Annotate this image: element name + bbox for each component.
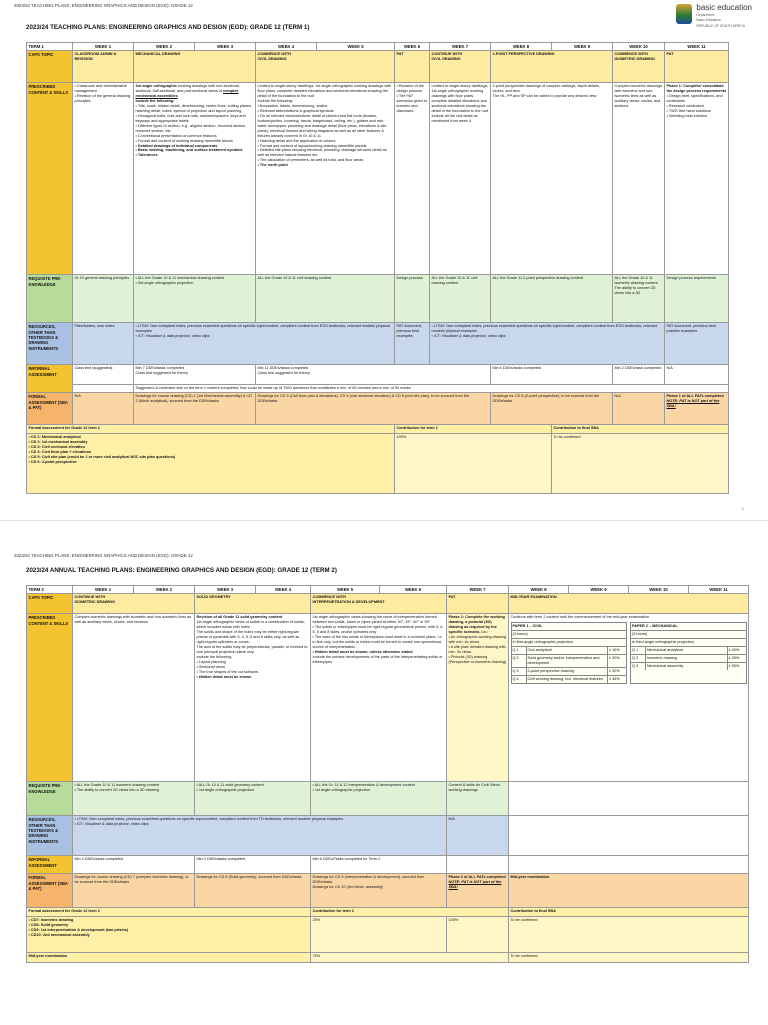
t2-req-w5-item: • 1st angle orthographic projection xyxy=(312,788,370,793)
res-w2-ltsm: • LTSM: Own compliant notes, previous exam/test questions on specific topic/content, compliant content from EGD textbooks, relevant models/ physical examples xyxy=(135,324,391,334)
t2-content-w7-item: • Pictorial (3D) drawing (Perspective or Isometric drawing) xyxy=(448,654,507,664)
t2-th-week-11: WEEK 11 xyxy=(689,586,749,594)
content-w7-item: Include all the civil detail as mentioned from week 4 xyxy=(431,113,478,123)
inf-w1: Class test (suggested): xyxy=(73,365,134,385)
term1-form-row xyxy=(27,393,729,425)
t2-req-w8 xyxy=(509,782,749,816)
th-week-2: WEEK 2 xyxy=(134,43,195,51)
caps-w11: PAT xyxy=(665,51,729,83)
caps-w4-a: COMMENCE WITH xyxy=(257,52,291,57)
form-w11-b: NOTE: PAT is NOT part of the SBA! xyxy=(666,399,720,409)
req-w2-item: • 3rd angle orthographic projection xyxy=(135,281,194,286)
content-w11 xyxy=(665,83,729,275)
t2-caps-w5-a: COMMENCE WITH xyxy=(312,595,346,600)
term1-fa-row xyxy=(27,425,729,434)
t2-th-week-5: WEEK 5 xyxy=(311,586,380,594)
term1-header-row xyxy=(27,43,729,51)
req-label: REQUISITE PRE-KNOWLEDGE xyxy=(27,275,73,323)
form-w1: N/A xyxy=(73,393,134,425)
paper1-box xyxy=(511,622,628,683)
t2-req-w3 xyxy=(195,782,311,816)
paper1-topic: Civil analytical xyxy=(527,647,609,654)
logo xyxy=(676,4,752,28)
inf-note: Suggested: A controlled test on the term 1 content completed, that could be made up of TWO questions that constitutes a min. of 60 minutes and a min. of 50 marks xyxy=(134,385,729,393)
paper1-row xyxy=(512,655,627,668)
th-week-10: WEEK 10 xyxy=(613,43,665,51)
req-w2-item: • ALL the Grade 10 & 11 mechanical drawing content xyxy=(135,276,225,281)
req-w11: Design process requirements xyxy=(665,275,729,323)
t2-caps-w8: MID-YEAR EXAMINATION xyxy=(509,594,749,614)
th-week-9: WEEK 9 xyxy=(552,43,613,51)
t2-cd-contrib: 25% xyxy=(311,917,447,953)
caps-w2: MECHANICAL DRAWING xyxy=(134,51,256,83)
content-w7 xyxy=(430,83,491,275)
t2-fa-h3: Contribution to final SBA xyxy=(509,908,749,917)
res-w2 xyxy=(134,323,395,365)
inf-w4-b: Class test suggested for theory xyxy=(257,371,310,376)
logo-line1: Department: xyxy=(696,13,716,17)
paper2-weight: ± 20% xyxy=(728,648,740,653)
t2-form-w3: Drawings for CD 8 (Solid geometry), sourced from DDEs/tasks xyxy=(195,874,311,908)
paper2-topic: Mechanical assembly xyxy=(646,663,728,670)
term2-inf-row xyxy=(27,856,749,874)
req-w2 xyxy=(134,275,256,323)
logo-brand: basic education xyxy=(696,3,752,12)
t2-th-week-10: WEEK 10 xyxy=(629,586,689,594)
content-w6-item: • The PAT scenarios given to learners and discussed xyxy=(396,94,428,114)
th-week-4: WEEK 4 xyxy=(256,43,317,51)
page-number: 1 xyxy=(741,506,744,511)
t2-content-w7-item: • A site plan/ detailed drawing with min. 3x views xyxy=(448,644,506,654)
t2-content-w3-item: • Sectional views xyxy=(196,664,226,669)
content-w4-item: • On all relevant views/sections: detail of pitched and flat roofs (trusses, buttons/purlins, covering, fascia, bargeboard, ceiling, etc.), gutters and rain-water downpipes, plumbing and drainage detail (floor plans, elevations & site plans), electrical fixtures and wiring diagrams as well as all other features & fixtures already covered in Gr 10 & 11 xyxy=(257,113,387,138)
t2-cd-item: • CD8: Solid geometry xyxy=(28,923,69,928)
t2-res-label: RESOURCES, OTHER THAN TEXTBOOKS & DRAWING INSTRUMENTS xyxy=(27,816,73,856)
content-w1 xyxy=(73,83,134,275)
paper1-q: Q 3 xyxy=(512,668,527,675)
t2-form-w5-a: Drawings for CD 9 (Interpenetration & development), sourced from DDEs/tasks xyxy=(312,875,425,885)
form-w10: N/A xyxy=(613,393,665,425)
paper2-q: Q 3 xyxy=(631,663,646,670)
content-w6-item: • Revision of the design process xyxy=(396,84,424,94)
logo-line2: Basic Education xyxy=(696,18,721,23)
cd-list xyxy=(27,434,395,494)
t2-inf-w7 xyxy=(447,856,509,874)
content-w4 xyxy=(256,83,395,275)
req-w4: ALL the Grade 10 & 11 civil drawing content xyxy=(256,275,395,323)
content-w11-item: • Selecting best solution xyxy=(666,113,707,118)
coat-of-arms-icon xyxy=(676,4,692,24)
caps-w10: COMMENCE WITH ISOMETRIC DRAWING xyxy=(613,51,665,83)
t2-req-w5 xyxy=(311,782,447,816)
t2-mid-contrib: 75% xyxy=(311,953,509,963)
t2-content-w7-item: • An orthographic working drawing with min. 4x views xyxy=(448,635,506,645)
term2-page xyxy=(0,545,768,1025)
cd-contrib: 100% xyxy=(395,434,552,494)
form-w2: Drawings for course drawing (CD) 1 (1st Mechanical assembly) & CD 2 (Mech analytical), sourced from the DDEs/tasks xyxy=(134,393,256,425)
paper1-topic: 2-point perspective drawing xyxy=(527,668,609,675)
inf-w2 xyxy=(134,365,256,385)
form-w4: Drawings for CD 3 (Civil floor plan & elevations), CD 4 (civil sectional elevation) & CD 5 (civil site plan), to be sourced from the DDEs/tasks xyxy=(256,393,491,425)
t2-th-week-6: WEEK 6 xyxy=(380,586,447,594)
req-w1: Gr 10 general drawing principles xyxy=(73,275,134,323)
content-w4-item: • The north point xyxy=(257,163,288,168)
paper2-title: PAPER 2 – MECHANICAL xyxy=(631,623,746,631)
inf-w10: Min 2 DDEs/task completed xyxy=(613,365,665,385)
inf-w2-a: Min 7 DDEs/tasks completed xyxy=(135,366,185,371)
term2-req-row xyxy=(27,782,749,816)
t2-caps-w5 xyxy=(311,594,447,614)
paper2-projection: In third-angle orthographic projection xyxy=(631,639,746,647)
t2-form-w7-b: NOTE: PAT is NOT part of the SBA! xyxy=(448,880,502,890)
t2-res-w1 xyxy=(73,816,447,856)
content-w10: Complex isometric drawings with isometric and non-isometric lines as well as auxiliary views, circles, and sections xyxy=(613,83,665,275)
t2-form-w5 xyxy=(311,874,447,908)
paper1-row xyxy=(512,647,627,655)
t2-inf-w8 xyxy=(509,856,749,874)
res-label: RESOURCES, OTHER THAN TEXTBOOKS & DRAWING INSTRUMENTS xyxy=(27,323,73,365)
term2-caps-row xyxy=(27,594,749,614)
caps-topic-label: CAPS TOPIC xyxy=(27,51,73,83)
t2-content-w8 xyxy=(509,614,749,782)
t2-th-term: TERM 2 xyxy=(27,586,73,594)
content-w8 xyxy=(491,83,613,275)
cd-item: • CD 4: Civil floor plan + elevations xyxy=(28,450,92,455)
paper1-projection: In first-angle orthographic projection xyxy=(512,639,627,647)
content-w4-item: • The calculation of perimeters, as well as total- and floor areas xyxy=(257,158,364,163)
paper1-q: Q 2 xyxy=(512,655,527,667)
t2-req-w1-item: • The ability to convert 2D views into a 3D drawing xyxy=(74,788,159,793)
paper2-topic: Mechanical analytical xyxy=(646,647,728,654)
t2-inf-label: INFORMAL ASSESSMENT xyxy=(27,856,73,874)
t2-form-w7-a: Phase 2 of ALL PATs completed xyxy=(448,875,506,880)
t2-content-w7-item: Phase 2: Complete the working drawing, a pictorial (3D) drawing as required by the specific scenario, i.e.: xyxy=(448,615,505,635)
content-w11-item: • TWO free hand solutions xyxy=(666,109,711,114)
cd-final: To be confirmed xyxy=(552,434,729,494)
cd-item: • CD 5: Civil site plan (could be 2 or more civil analytical NSC site plan questions) xyxy=(28,455,176,460)
paper2-row xyxy=(631,647,746,655)
t2-form-w7 xyxy=(447,874,509,908)
t2-th-week-9: WEEK 9 xyxy=(569,586,629,594)
inf-w4 xyxy=(256,365,491,385)
content-w2-intro-b: working drawings with non-sectional, sectional, half-sectional, and part-sectional views of xyxy=(135,84,240,94)
content-w2-bold-item: • Tolerances xyxy=(135,153,158,158)
content-w11-item: • Design brief, specifications, and constraints xyxy=(666,94,723,104)
t2-content-w3-item: Include the following: xyxy=(196,654,232,659)
t2-cd-list xyxy=(27,917,311,953)
inf-w11: N/A xyxy=(665,365,729,385)
res-w2-ict: • ICT: Visualiser & data projector, video clips xyxy=(135,334,210,339)
t2-form-w5-b: Drawings for CD 10 (3rd Mech. assembly) xyxy=(312,885,384,890)
t2-content-w3-head: Revision of all Grade 11 solid geometry content xyxy=(196,615,283,620)
t2-cd-item: • CD10: 2nd mechanical assembly xyxy=(28,933,90,938)
paper1-q: Q 1 xyxy=(512,647,527,654)
t2-req-w3-item: • 1st angle orthographic projection xyxy=(196,788,254,793)
t2-req-w1 xyxy=(73,782,195,816)
term2-header-row xyxy=(27,586,749,594)
th-week-1: WEEK 1 xyxy=(73,43,134,51)
content-w11-head: Phase 1: Complete/ consolidate the design process requirements xyxy=(666,84,727,94)
t2-caps-w1-a: CONTINUE WITH xyxy=(74,595,106,600)
t2-content-w3-item: • Hidden detail must be shown xyxy=(196,674,252,679)
t2-th-week-8: WEEK 8 xyxy=(509,586,569,594)
res-w7 xyxy=(430,323,665,365)
t2-req-w7: Content & skills for Civil/ Mech. working drawings xyxy=(447,782,509,816)
t2-req-w3-item: • ALL Gr 10 & 11 solid geometry content xyxy=(196,783,264,788)
logo-line3: REPUBLIC OF SOUTH AFRICA xyxy=(696,23,746,28)
t2-cd-final: To be confirmed xyxy=(509,917,749,953)
th-term: TERM 1 xyxy=(27,43,73,51)
doc-header-2: 2023/24 TEACHING PLANS: ENGINEERING GRAPHICS AND DESIGN (EGD): GRADE 12 xyxy=(14,553,193,558)
t2-cd-item: • CD7: Isometric drawing xyxy=(28,918,74,923)
res-w1: Files/folders, own notes xyxy=(73,323,134,365)
paper2-q: Q 1 xyxy=(631,647,646,654)
t2-content-w5-item: • Hidden detail must be shown, unless otherwise stated xyxy=(312,649,413,654)
th-week-6: WEEK 6 xyxy=(395,43,430,51)
req-w7: ALL the Grade 10 & 11 civil drawing content xyxy=(430,275,491,323)
paper2-row xyxy=(631,663,746,670)
caps-w7-b: CIVIL DRAWING xyxy=(431,57,461,62)
t2-caps-w5-b: INTERPENETRATION & DEVELOPMENT xyxy=(312,600,385,605)
res-w7-ltsm: • LTSM: Own compliant notes, previous exam/test questions on specific topic/content, compliant content from EGD textbooks, relevant models/ physical examples xyxy=(431,324,657,334)
content-label: PRESCRIBED CONTENT & SKILLS xyxy=(27,83,73,275)
term2-mid-row xyxy=(27,953,749,963)
res-w7-ict: • ICT: Visualiser & data projector, video clips xyxy=(431,334,506,339)
t2-cd-item: • CD9: 1st interpenetration & development (two prisms) xyxy=(28,928,129,933)
caps-w7 xyxy=(430,51,491,83)
term1-req-row xyxy=(27,275,729,323)
content-w2-item: • Title, scale, hidden detail, dimensioning, centre lines, cutting planes, hatching detail, notes, symbol of projection and layout planning xyxy=(135,104,253,114)
t2-content-w5-item: Include the surface developments of the parts of the interpenetrating solids or tubes/pipes xyxy=(312,654,443,664)
content-w4-item: • Detailed site plans showing electrical, plumbing, drainage services detail as well as relevant natural features etc. xyxy=(257,148,387,158)
t2-req-w1-item: • ALL the Grade 10 & 11 isometric drawing content xyxy=(74,783,160,788)
t2-th-week-1: WEEK 1 xyxy=(73,586,134,594)
term2-form-row xyxy=(27,874,749,908)
t2-inf-w1: Min 4 DDEs/tasks completed xyxy=(73,856,195,874)
paper1-weight: ± 45% xyxy=(609,676,620,681)
term1-table xyxy=(26,42,729,494)
inf-w8: Min 6 DDEs/tasks completed xyxy=(491,365,613,385)
content-w2-intro xyxy=(136,84,254,99)
t2-fa-h2: Contribution for term 2 xyxy=(311,908,509,917)
paper2-topic: Isometric drawing xyxy=(646,655,728,662)
t2-res-w1-ltsm: • LTSM: Own compliant notes, previous exam/test questions on specific topic/content, compliant content from TD textbooks, relevant models/ physical examples xyxy=(74,817,344,822)
content-w2 xyxy=(134,83,256,275)
paper2-box xyxy=(630,622,747,683)
cd-item: • CD 3: Civil sectional elevation xyxy=(28,445,85,450)
paper1-weight: ± 15% xyxy=(609,648,620,653)
form-w11 xyxy=(665,393,729,425)
t2-inf-w5: Min 6 DDEs/Tasks completed for Term 2 xyxy=(311,856,447,874)
caps-w4 xyxy=(256,51,395,83)
content-w4-intro: Limited to single-storey dwellings, 1st angle orthographic working drawings with floor plans, complete detailed elevations and sectional elevations showing the detail of the foundation to the roof xyxy=(257,84,392,99)
paper1-weight: ± 20% xyxy=(609,656,620,661)
content-w2-item: • Hexagonal bolts, nuts and lock nuts, washers/spacers, keys and keyways and appropriate labels xyxy=(135,113,246,123)
t2-res-w1-ict: • ICT: Visualiser & data projector, video clips xyxy=(74,822,149,827)
th-week-3: WEEK 3 xyxy=(195,43,256,51)
t2-content-w1: Complex isometric drawings with isometric and non-isometric lines as well as auxiliary views, circles, and sections xyxy=(73,614,195,782)
term1-content-row xyxy=(27,83,729,275)
term1-cd-row xyxy=(27,434,729,494)
t2-content-w5-item: • The solids or tubes/pipes must be right-regular geometrical prisms, with 3, 4, 5, 6 and 8 sides, and/or cylinders only xyxy=(312,625,444,635)
content-w11-item: • Research conducted xyxy=(666,104,704,109)
paper1-topic: Civil working drawing, incl. electrical features xyxy=(527,676,609,683)
term2-fa-row xyxy=(27,908,749,917)
paper1-title: PAPER 1 – CIVIL xyxy=(512,623,627,631)
paper1-weight: ± 20% xyxy=(609,668,620,673)
paper1-topic: Solid geometry and/or interpenetration and development xyxy=(527,655,609,667)
paper2-weight: ± 55% xyxy=(728,663,740,668)
content-w2-bold-item: • Detailed drawings of individual components xyxy=(135,143,218,148)
caps-w1: CLASSROOM ADMIN & REVISION xyxy=(73,51,134,83)
t2-content-w5 xyxy=(311,614,447,782)
form-w8: Drawings for CD 6 (2-point perspective), to be sourced from the DDEs/tasks xyxy=(491,393,613,425)
t2-content-w3-item: • Layout planning xyxy=(196,659,226,664)
t2-caps-w1 xyxy=(73,594,195,614)
paper2-row xyxy=(631,655,746,663)
th-week-5: WEEK 5 xyxy=(317,43,395,51)
t2-content-w8-intro: Continue with term 2 content until the commencement of the mid-year examination xyxy=(510,615,650,620)
req-w8: ALL the Grade 11 2-point perspective drawing content xyxy=(491,275,613,323)
content-w2-include: Include the following: xyxy=(135,99,175,104)
t2-fa-h1: Formal assessment for Grade 12 term 2 xyxy=(27,908,311,917)
res-w6: PAT document, previous best examples xyxy=(395,323,430,365)
term1-inf-note-row xyxy=(27,385,729,393)
caps-w8: 2-POINT PERSPECTIVE DRAWING xyxy=(491,51,613,83)
term1-caps-row xyxy=(27,51,729,83)
inf-w2-b: Class test suggested for theory xyxy=(135,371,188,376)
t2-content-w3-item: 1st angle orthographic views of solids or a combination of solids, which includes solids with holes xyxy=(196,620,305,630)
t2-content-label: PRESCRIBED CONTENT & SKILLS xyxy=(27,614,73,782)
inf-label: INFORMAL ASSESSMENT xyxy=(27,365,73,393)
term2-res-row xyxy=(27,816,749,856)
t2-req-w5-item: • ALL the Gr. 11 & 12 interpenetration & development content xyxy=(312,783,415,788)
t2-th-week-2: WEEK 2 xyxy=(134,586,195,594)
t2-mid-final: To be confirmed xyxy=(509,953,749,963)
cd-item: • CD 1: Mechanical analytical xyxy=(28,435,81,440)
exam-paper-grid xyxy=(511,622,747,683)
content-w4-include: Include the following: xyxy=(257,99,293,104)
term1-res-row xyxy=(27,323,729,365)
paper2-hours: (3 hours) xyxy=(631,631,746,639)
fa-h2: Contribution for term 1 xyxy=(395,425,552,434)
t2-res-w7: N/A xyxy=(447,816,509,856)
term1-inf-row xyxy=(27,365,729,385)
th-week-8: WEEK 8 xyxy=(491,43,552,51)
page-gap xyxy=(0,520,768,545)
caps-w6: PAT xyxy=(395,51,430,83)
t2-caps-w3: SOLID GEOMETRY xyxy=(195,594,311,614)
content-w2-item: • Format and content of working drawing name/title blocks xyxy=(135,138,233,143)
t2-content-w5-item: • The axes of the two solids or tubes/pipes must meet in a common plane, i.e. in-line only, but the solids or tubes could be turned to create non symmetrical curves of interpenetration xyxy=(312,635,443,649)
content-w4-item: • Annotation, labels, dimensioning, scales xyxy=(257,104,328,109)
t2-content-w3 xyxy=(195,614,311,782)
content-w1-item: • Revision of the general drawing principles xyxy=(74,94,131,104)
content-w7-item: Limited to single-storey dwellings, 1st angle orthographic working drawings with floor plans, complete detailed elevations and sectional elevations showing the detail of the foundation to the roof xyxy=(431,84,489,114)
paper1-hours: (3 hours) xyxy=(512,631,627,639)
t2-inf-w3: Min 4 DDEs/tasks completed xyxy=(195,856,311,874)
t2-form-label: FORMAL ASSESSMENT (SBA & PAT) xyxy=(27,874,73,908)
caps-w7-a: CONTINUE WITH xyxy=(431,52,463,57)
th-week-11: WEEK 11 xyxy=(665,43,729,51)
t2-content-w3-item: The axis of the solids may be perpendicular, parallel, or inclined to one principal projection plane only xyxy=(196,644,308,654)
inf-w4-a: Min 11 DDEs/tasks completed xyxy=(257,366,309,371)
content-w8-item: The HL, PP and SP can be varied to provide any desired view xyxy=(492,94,597,99)
t2-th-week-3: WEEK 3 xyxy=(195,586,256,594)
t2-req-label: REQUISITE PRE-KNOWLEDGE xyxy=(27,782,73,816)
paper2-q: Q 2 xyxy=(631,655,646,662)
term2-title: 2023/24 ANNUAL TEACHING PLANS: ENGINEERING GRAPHICS AND DESIGN (EGD): GRADE 12 (TERM 2) xyxy=(26,567,337,574)
paper2-weight: ± 25% xyxy=(728,656,740,661)
t2-form-w8: Mid-year examination xyxy=(509,874,749,908)
paper1-row xyxy=(512,676,627,683)
t2-content-w3-item: • The true shapes of the cut surfaces xyxy=(196,669,259,674)
content-w6 xyxy=(395,83,430,275)
t2-content-w7 xyxy=(447,614,509,782)
form-label: FORMAL ASSESSMENT (SBA & PAT) xyxy=(27,393,73,425)
content-w2-intro-a: 3rd angle orthographic xyxy=(135,84,177,89)
t2-th-week-7: WEEK 7 xyxy=(447,586,509,594)
fa-h1: Formal assessment for Grade 12 term 1 xyxy=(27,425,395,434)
th-week-7: WEEK 7 xyxy=(430,43,491,51)
t2-caps-w1-b: ISOMETRIC DRAWING xyxy=(74,600,115,605)
caps-w4-b: CIVIL DRAWING xyxy=(257,57,287,62)
content-w2-item: • Different types of section, e.g., aligned section, revolved section, removed section, etc. xyxy=(135,123,247,133)
t2-form-w1: Drawings for course drawing (CD) 7 (complex Isometric drawing), to be sourced from the DDEs/tasks xyxy=(73,874,195,908)
t2-content-w5-item: 1st angle orthographic views showing the curve of interpenetration formed between two solids, tubes or pipes joined at either 30°, 45°, 60° or 90° xyxy=(312,615,437,625)
content-w8-item: 2-point perspective drawings of complex castings, depth details, circles, and arcs xyxy=(492,84,600,94)
term2-table xyxy=(26,585,749,963)
content-w4-item: • Relevant abbreviations & graphical symbols xyxy=(257,109,334,114)
cd-item: • CD 6: 2-point perspective xyxy=(28,460,77,465)
doc-header: 2023/24 TEACHING PLANS: ENGINEERING GRAPHICS AND DESIGN (EGD): GRADE 12 xyxy=(14,3,193,8)
t2-cd-contrib2: 100% xyxy=(447,917,509,953)
t2-caps-w7: PAT xyxy=(447,594,509,614)
paper1-row xyxy=(512,668,627,676)
content-w4-item: • Hatching detail and the application of colours xyxy=(257,138,336,143)
req-w10: ALL the Grade 10 & 11 isometric drawing content The ability to convert 2D views into a 3D xyxy=(613,275,665,323)
content-w2-bold-item: • Basic welding, machining, and surface treatment symbols xyxy=(135,148,243,153)
t2-content-w3-item: The solids and shape of the holes may be either right-regular prisms or pyramids with 3, 4, 5, 6 and 8 sides only, as well as right-regular cylinders or cones. xyxy=(196,630,300,645)
res-w11: PAT document, previous best practice examples xyxy=(665,323,729,365)
content-w4-item: • Format and content of layout/working drawing name/title panels xyxy=(257,143,367,148)
req-w6: Design process xyxy=(395,275,430,323)
content-w2-intro-c: complex mechanical assemblies xyxy=(135,89,239,99)
cd-item: • CD 2: 1st mechanical assembly xyxy=(28,440,88,445)
t2-mid-label: Mid-year examination xyxy=(27,953,311,963)
t2-th-week-4: WEEK 4 xyxy=(256,586,311,594)
t2-res-w8 xyxy=(509,816,749,856)
form-w11-a: Phase 1 of ALL PATs completed xyxy=(666,394,724,399)
term2-content-row xyxy=(27,614,749,782)
content-w1-item: • Classroom and administrative management xyxy=(74,84,127,94)
fa-h3: Contribution to final SBA xyxy=(552,425,729,434)
term1-title: 2023/24 TEACHING PLANS: ENGINEERING GRAPHICS AND DESIGN (EGD): GRADE 12 (TERM 1) xyxy=(26,24,310,31)
paper1-q: Q 4 xyxy=(512,676,527,683)
term2-cd-row xyxy=(27,917,749,953)
content-w2-item: • Conventional presentation of common features xyxy=(135,133,217,138)
t2-caps-label: CAPS TOPIC xyxy=(27,594,73,614)
